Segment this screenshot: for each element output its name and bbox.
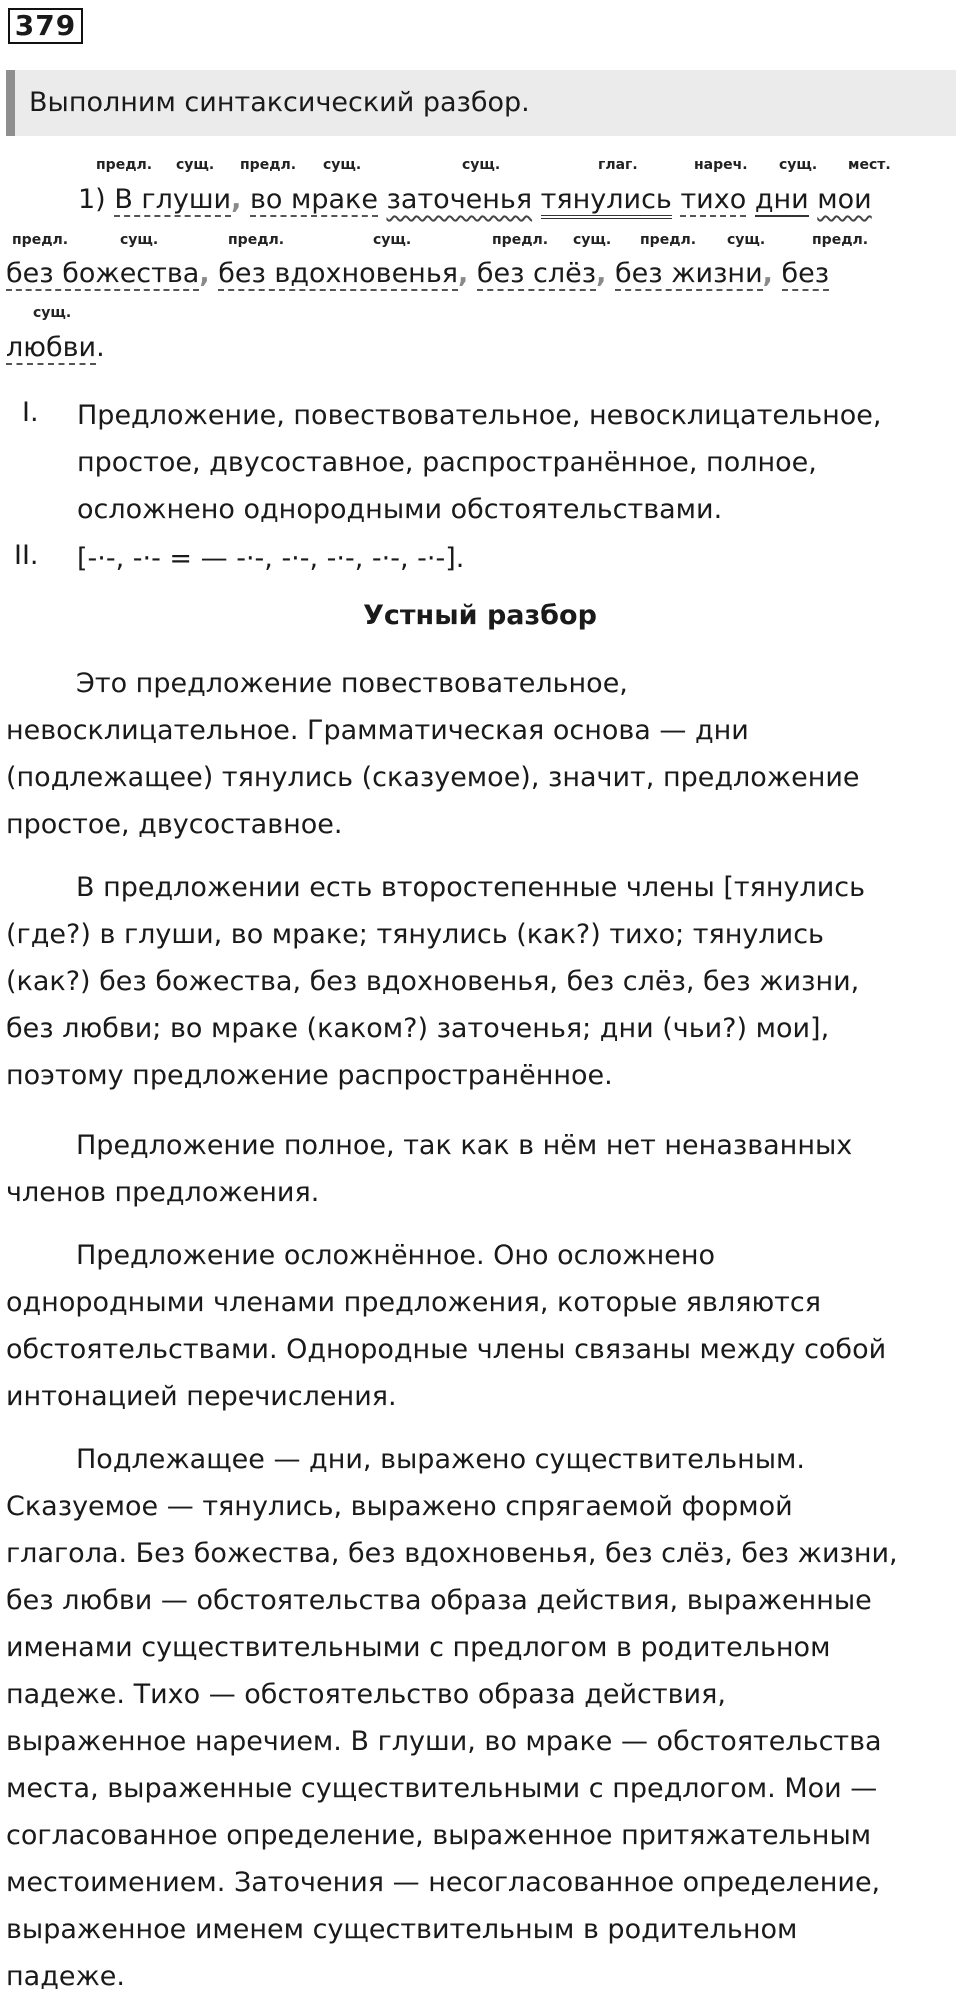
comma-mark: ,	[458, 258, 469, 289]
word-tiho: тихо	[680, 184, 747, 215]
pos-label: нареч.	[694, 157, 748, 173]
pos-label: предл.	[228, 232, 285, 248]
paragraph: Это предложение повествовательное, невосклицательное. Грамматическая основа — дни (подлежащее) тянулись (сказуемое), значит, предложение простое, двусоставное.	[6, 668, 860, 840]
task-banner: Выполним синтаксический разбор.	[6, 70, 956, 136]
pos-label: сущ.	[176, 157, 215, 173]
word-lyubvi: любви	[6, 332, 97, 363]
word-dni: дни	[754, 184, 809, 215]
word-v-glushi: В глуши	[114, 184, 232, 215]
word-bez-slyoz: без слёз	[476, 258, 597, 289]
pos-label: сущ.	[373, 232, 412, 248]
roman-numeral-1: I.	[22, 397, 39, 428]
paragraph: Предложение осложнённое. Оно осложнено однородными членами предложения, которые являются обстоятельствами. Однородные члены связаны между собой интонацией перечисления.	[6, 1240, 887, 1412]
word-zatochenya: заточенья	[386, 184, 533, 215]
word-bez-vdohnovenya: без вдохновенья	[218, 258, 458, 289]
sentence-number: 1)	[78, 184, 106, 215]
comma-mark: ,	[596, 258, 607, 289]
word-bez-zhizni: без жизни	[615, 258, 763, 289]
pos-label: предл.	[12, 232, 69, 248]
word-tyanulis: тянулись	[541, 184, 672, 219]
pos-label: предл.	[240, 157, 297, 173]
pos-label: предл.	[640, 232, 697, 248]
section-heading: Устный разбор	[363, 600, 597, 631]
pos-label: сущ.	[120, 232, 159, 248]
pos-label: мест.	[848, 157, 891, 173]
word-moi: мои	[817, 184, 872, 215]
word-bez: без	[781, 258, 830, 289]
pos-label: сущ.	[323, 157, 362, 173]
pos-label: глаг.	[598, 157, 638, 173]
task-number: 379	[8, 8, 83, 44]
comma-mark: ,	[231, 184, 242, 215]
comma-mark: ,	[199, 258, 210, 289]
paragraph: Подлежащее — дни, выражено существительным. Сказуемое — тянулись, выражено спрягаемой формой глагола. Без божества, без вдохновенья, без слёз, без жизни, без любви — обстоятельства образа действия, выраженные именами существительными с предлогом в родительном падеже. Тихо — обстоятельство образа действия, выраженное наречием. В глуши, во мраке — обстоятельства места, выраженные существительными с предлогом. Мои — согласованное определение, выраженное притяжательным местоимением. Заточения — несогласованное определение, выраженное именем существительным в родительном падеже.	[6, 1444, 898, 1992]
paragraph: В предложении есть второстепенные члены [тянулись (где?) в глуши, во мраке; тянулись (как?) тихо; тянулись (как?) без божества, без вдохновенья, без слёз, без жизни, без любви; во мраке (каком?) заточенья; дни (чьи?) мои], поэтому предложение распространённое.	[6, 872, 866, 1091]
pos-label: сущ.	[779, 157, 818, 173]
pos-label: сущ.	[727, 232, 766, 248]
pos-label: предл.	[812, 232, 869, 248]
sentence-end: .	[96, 332, 105, 363]
word-vo-mrake: во мраке	[249, 184, 378, 215]
sentence-line-1	[78, 184, 872, 215]
pos-label: сущ.	[462, 157, 501, 173]
pos-label: предл.	[96, 157, 153, 173]
paragraph: Предложение полное, так как в нём нет неназванных членов предложения.	[6, 1130, 853, 1208]
pos-label: сущ.	[33, 305, 72, 321]
analysis-characteristics: Предложение, повествовательное, невосклицательное, простое, двусоставное, распространённое, полное, осложнено однородными обстоятельствами.	[77, 400, 882, 525]
sentence-scheme: [-·-, -·- = — -·-, -·-, -·-, -·-, -·-].	[77, 543, 465, 574]
word-bez-bozhestva: без божества	[6, 258, 200, 289]
pos-label: сущ.	[573, 232, 612, 248]
comma-mark: ,	[762, 258, 773, 289]
sentence-line-2	[6, 258, 829, 289]
sentence-line-3	[6, 332, 105, 363]
roman-numeral-2: II.	[14, 540, 39, 571]
pos-label: предл.	[492, 232, 549, 248]
